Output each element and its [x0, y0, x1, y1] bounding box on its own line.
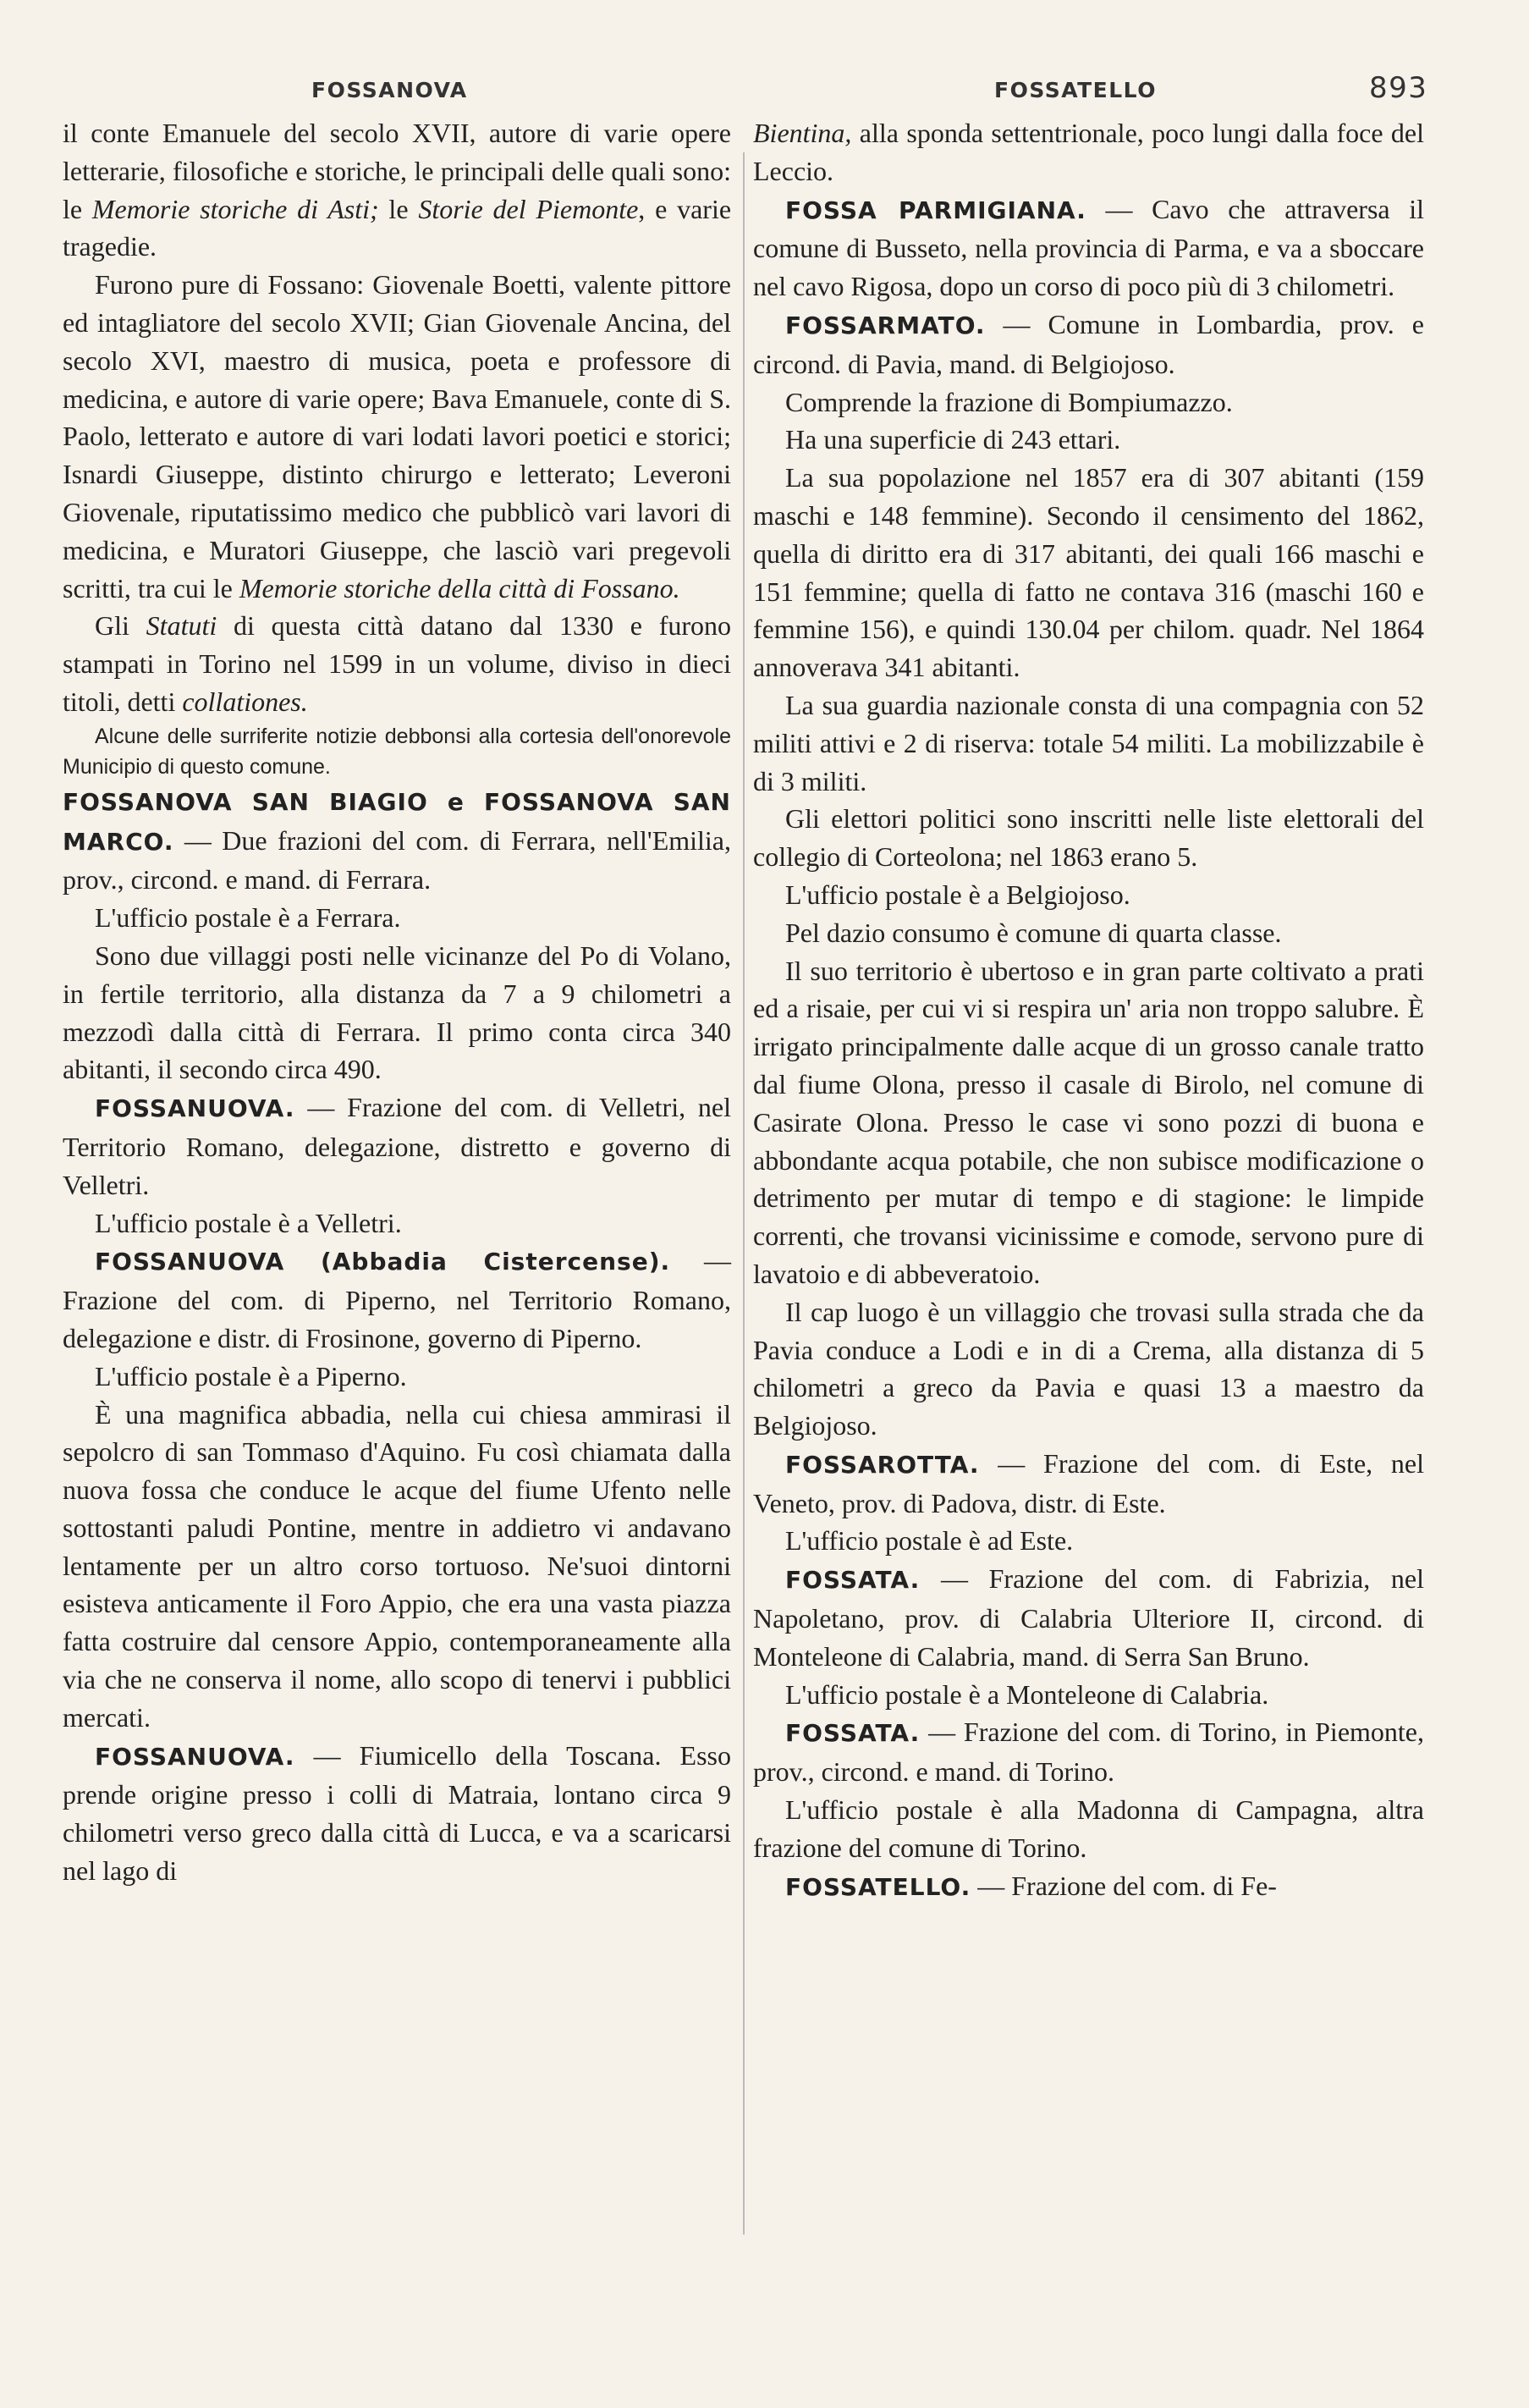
paragraph: Sono due villaggi posti nelle vicinanze del Po di Volano, in fertile territorio, alla distanza da 7 a 9 chilometri a mezzodì dalla città di Ferrara. Il primo conta circa 340 abitanti, il secondo circa 490.	[63, 940, 731, 1085]
paragraph: Furono pure di Fossano: Giovenale Boetti, valente pittore ed intagliatore del secolo XVII; Gian Giovenale Ancina, del secolo XVI, maestro di musica, poeta e professore di medicina, e autore di varie opere; Bava Emanuele, conte di S. Paolo, letterato e autore di vari lodati lavori poetici e storici; Isnardi Giuseppe, distinto chirurgo e letterato; Leveroni Giovenale, riputatissimo medico che pubblicò vari lavori di medicina, e Muratori Giuseppe, che lasciò vari pregevoli scritti, tra cui le Memorie storiche della città di Fossano.	[63, 269, 731, 603]
right-column	[753, 114, 1424, 1906]
entry-headword: FOSSANOVA SAN BIAGIO e FOSSANOVA SAN MARCO.	[63, 787, 731, 856]
entry-headword: FOSSATELLO.	[785, 1872, 971, 1901]
paragraph: L'ufficio postale è a Velletri.	[95, 1207, 402, 1238]
entry-headword: FOSSARMATO.	[785, 311, 986, 339]
paragraph: Gli elettori politici sono inscritti nelle liste elettorali del collegio di Corteolona; nel 1863 erano 5.	[753, 803, 1424, 873]
paragraph: Comprende la frazione di Bompiumazzo.	[785, 386, 1233, 417]
paragraph: L'ufficio postale è a Monteleone di Calabria.	[785, 1678, 1269, 1710]
entry-headword: FOSSANUOVA.	[95, 1094, 295, 1123]
entry-fossarotta: FOSSAROTTA. — Frazione del com. di Este, nel Veneto, prov. di Padova, distr. di Este.	[753, 1447, 1424, 1518]
entry-fossanuova-fiumicello: FOSSANUOVA. — Fiumicello della Toscana. Esso prende origine presso i colli di Matraia, lontano circa 9 chilometri verso greco dalla città di Lucca, e va a scaricarsi nel lago di	[63, 1739, 731, 1887]
paragraph: Il suo territorio è ubertoso e in gran parte coltivato a prati ed a risaie, per cui vi si respira un' aria non troppo salubre. È irrigato principalmente dalle acque di un grosso canale tratto dal fiume Olona, presso il casale di Birolo, nel comune di Casirate Olona. Presso le case vi sono pozzi di buona e abbondante acqua potabile, che non subisce modificazione o detrimento per mutar di tempo e di stagione: le limpide correnti, che trovansi vicinissime e comode, servono pure di lavatoio e di abbeveratoio.	[753, 955, 1424, 1289]
entry-fossa-parmigiana: FOSSA PARMIGIANA. — Cavo che attraversa il comune di Busseto, nella provincia di Parma, e va a sboccare nel cavo Rigosa, dopo un corso di poco più di 3 chilometri.	[753, 193, 1425, 302]
column-divider	[743, 152, 745, 2234]
page-number: 893	[1369, 71, 1428, 105]
entry-headword: FOSSANUOVA (Abbadia Cistercense).	[95, 1248, 671, 1276]
paragraph: L'ufficio postale è ad Este.	[785, 1525, 1074, 1557]
entry-fossanuova-abbadia: FOSSANUOVA (Abbadia Cistercense). — Frazione del com. di Piperno, nel Territorio Romano, delegazione e distr. di Frosinone, governo di Piperno.	[63, 1245, 731, 1353]
paragraph: La sua guardia nazionale consta di una compagnia con 52 militi attivi e 2 di riserva: totale 54 militi. La mobilizzabile è di 3 militi.	[753, 689, 1424, 796]
entry-headword: FOSSAROTTA.	[785, 1450, 980, 1479]
footnote: Alcune delle surriferite notizie debbonsi alla cortesia dell'onorevole Municipio di questo comune.	[63, 724, 731, 779]
paragraph: La sua popolazione nel 1857 era di 307 abitanti (159 maschi e 148 femmine). Secondo il censimento del 1862, quella di diritto era di 317 abitanti, dei quali 166 maschi e 151 femmine; quella di fatto ne contava 316 (maschi 160 e femmine 156), e quindi 130.04 per chilom. quadr. Nel 1864 annoverava 341 abitanti.	[753, 462, 1424, 683]
paragraph: Il cap luogo è un villaggio che trovasi sulla strada che da Pavia conduce a Lodi e in di a Crema, alla distanza di 5 chilometri a greco da Pavia e quasi 13 a maestro da Belgiojoso.	[753, 1296, 1424, 1441]
left-column	[63, 114, 731, 1890]
paragraph: il conte Emanuele del secolo XVII, autore di varie opere letterarie, filosofiche e storiche, le principali delle quali sono: le Memorie storiche di Asti; le Storie del Piemonte, e varie tragedie.	[63, 118, 732, 262]
entry-fossanova-san-biagio: FOSSANOVA SAN BIAGIO e FOSSANOVA SAN MARCO. — Due frazioni del com. di Ferrara, nell'Emilia, prov., circond. e mand. di Ferrara.	[63, 787, 731, 895]
entry-fossarmato: FOSSARMATO. — Comune in Lombardia, prov. e circond. di Pavia, mand. di Belgiojoso.	[753, 308, 1424, 379]
paragraph: Bientina, alla sponda settentrionale, poco lungi dalla foce del Leccio.	[753, 118, 1424, 186]
entry-fossata-torino: FOSSATA. — Frazione del com. di Torino, in Piemonte, prov., circond. e mand. di Torino.	[753, 1716, 1424, 1788]
entry-fossanuova-velletri: FOSSANUOVA. — Frazione del com. di Velletri, nel Territorio Romano, delegazione, distretto e governo di Velletri.	[63, 1092, 731, 1200]
entry-fossata-fabrizia: FOSSATA. — Frazione del com. di Fabrizia, nel Napoletano, prov. di Calabria Ulteriore II, circond. di Monteleone di Calabria, mand. di Serra San Bruno.	[753, 1563, 1424, 1672]
paragraph: Pel dazio consumo è comune di quarta classe.	[785, 917, 1282, 948]
entry-headword: FOSSA PARMIGIANA.	[785, 196, 1086, 224]
paragraph: L'ufficio postale è a Ferrara.	[95, 902, 401, 934]
paragraph: Ha una superficie di 243 ettari.	[785, 424, 1121, 455]
entry-fossatello: FOSSATELLO. — Frazione del com. di Fe-	[785, 1870, 1277, 1901]
paragraph: L'ufficio postale è a Piperno.	[95, 1360, 407, 1391]
paragraph: Gli Statuti di questa città datano dal 1330 e furono stampati in Torino nel 1599 in un volume, diviso in dieci titoli, detti collationes.	[63, 610, 732, 717]
paragraph: È una magnifica abbadia, nella cui chiesa ammirasi il sepolcro di san Tommaso d'Aquino. Fu così chiamata dalla nuova fossa che conduce le acque del fiume Ufento nelle sottostanti paludi Pontine, mentre in addietro vi andavano lentamente per un altro corso tortuoso. Ne'suoi dintorni esisteva anticamente il Foro Appio, che era una vasta piazza fatta costruire dal censore Appio, contemporaneamente alla via che ne conserva il nome, allo scopo di tenervi i pubblici mercati.	[63, 1398, 731, 1733]
entry-headword: FOSSATA.	[785, 1719, 921, 1748]
entry-headword: FOSSATA.	[785, 1566, 921, 1595]
running-head-center: FOSSATELLO	[994, 78, 1157, 102]
paragraph: L'ufficio postale è a Belgiojoso.	[785, 879, 1130, 910]
paragraph: L'ufficio postale è alla Madonna di Campagna, altra frazione del comune di Torino.	[753, 1794, 1424, 1863]
running-head-left: FOSSANOVA	[311, 78, 468, 102]
entry-headword: FOSSANUOVA.	[95, 1742, 295, 1771]
